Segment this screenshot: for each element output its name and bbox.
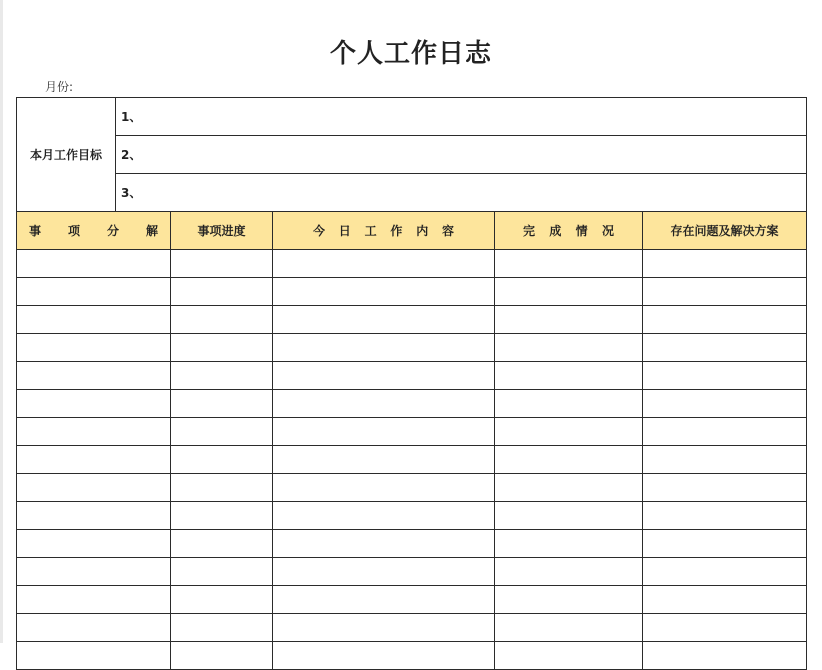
header-task-breakdown-char: 项 — [67, 224, 80, 238]
task-progress-cell[interactable] — [171, 278, 273, 306]
header-task-breakdown-char: 分 — [106, 224, 119, 238]
issues-solutions-cell[interactable] — [643, 306, 807, 334]
table-row — [17, 642, 807, 670]
today-work-cell[interactable] — [273, 642, 495, 670]
task-breakdown-cell[interactable] — [17, 502, 171, 530]
issues-solutions-cell[interactable] — [643, 446, 807, 474]
task-progress-cell[interactable] — [171, 586, 273, 614]
month-label: 月份: — [45, 80, 74, 94]
completion-cell[interactable] — [495, 614, 643, 642]
task-progress-cell[interactable] — [171, 530, 273, 558]
today-work-cell[interactable] — [273, 362, 495, 390]
completion-cell[interactable] — [495, 306, 643, 334]
today-work-cell[interactable] — [273, 334, 495, 362]
goal-item-2[interactable]: 2、 — [116, 136, 807, 174]
issues-solutions-cell[interactable] — [643, 586, 807, 614]
issues-solutions-cell[interactable] — [643, 250, 807, 278]
completion-cell[interactable] — [495, 586, 643, 614]
table-row — [17, 390, 807, 418]
task-progress-cell[interactable] — [171, 642, 273, 670]
table-row — [17, 306, 807, 334]
table-row — [17, 446, 807, 474]
header-task-breakdown — [17, 212, 171, 250]
table-row — [17, 586, 807, 614]
completion-cell[interactable] — [495, 558, 643, 586]
today-work-cell[interactable] — [273, 474, 495, 502]
task-breakdown-cell[interactable] — [17, 418, 171, 446]
issues-solutions-cell[interactable] — [643, 362, 807, 390]
task-progress-cell[interactable] — [171, 614, 273, 642]
task-progress-cell[interactable] — [171, 474, 273, 502]
issues-solutions-cell[interactable] — [643, 418, 807, 446]
completion-cell[interactable] — [495, 446, 643, 474]
issues-solutions-cell[interactable] — [643, 390, 807, 418]
task-breakdown-cell[interactable] — [17, 474, 171, 502]
table-row — [17, 278, 807, 306]
goal-item-3[interactable]: 3、 — [116, 174, 807, 212]
completion-cell[interactable] — [495, 530, 643, 558]
task-breakdown-cell[interactable] — [17, 558, 171, 586]
issues-solutions-cell[interactable] — [643, 474, 807, 502]
today-work-cell[interactable] — [273, 390, 495, 418]
task-progress-cell[interactable] — [171, 446, 273, 474]
table-row — [17, 362, 807, 390]
task-progress-cell[interactable] — [171, 334, 273, 362]
page-left-edge — [0, 0, 3, 643]
table-row — [17, 474, 807, 502]
page-title: 个人工作日志 — [329, 39, 492, 69]
table-row — [17, 418, 807, 446]
header-completion — [495, 212, 643, 250]
task-progress-cell[interactable] — [171, 362, 273, 390]
today-work-cell[interactable] — [273, 250, 495, 278]
task-breakdown-cell[interactable] — [17, 334, 171, 362]
table-row — [17, 558, 807, 586]
issues-solutions-cell[interactable] — [643, 278, 807, 306]
task-progress-cell[interactable] — [171, 502, 273, 530]
task-progress-cell[interactable] — [171, 558, 273, 586]
task-breakdown-cell[interactable] — [17, 586, 171, 614]
today-work-cell[interactable] — [273, 446, 495, 474]
goal-row-3 — [17, 174, 807, 212]
header-today-work-char: 作 — [390, 224, 403, 238]
task-breakdown-cell[interactable] — [17, 642, 171, 670]
completion-cell[interactable] — [495, 334, 643, 362]
completion-cell[interactable] — [495, 362, 643, 390]
issues-solutions-cell[interactable] — [643, 642, 807, 670]
table-row — [17, 334, 807, 362]
issues-solutions-cell[interactable] — [643, 502, 807, 530]
today-work-cell[interactable] — [273, 418, 495, 446]
header-issues-solutions: 存在问题及解决方案 — [643, 212, 807, 250]
completion-cell[interactable] — [495, 250, 643, 278]
issues-solutions-cell[interactable] — [643, 530, 807, 558]
work-log-table — [16, 97, 807, 670]
completion-cell[interactable] — [495, 418, 643, 446]
task-breakdown-cell[interactable] — [17, 390, 171, 418]
header-today-work-char: 日 — [338, 224, 351, 238]
table-row — [17, 502, 807, 530]
header-today-work-char: 工 — [364, 224, 377, 238]
goal-item-1[interactable]: 1、 — [116, 98, 807, 136]
completion-cell[interactable] — [495, 278, 643, 306]
table-header-row — [17, 212, 807, 250]
header-task-breakdown-char: 事 — [29, 224, 42, 238]
header-today-work — [273, 212, 495, 250]
task-breakdown-cell[interactable] — [17, 250, 171, 278]
task-breakdown-cell[interactable] — [17, 306, 171, 334]
completion-cell[interactable] — [495, 642, 643, 670]
header-today-work-char: 容 — [441, 224, 454, 238]
table-row — [17, 530, 807, 558]
table-row — [17, 614, 807, 642]
header-completion-char: 情 — [575, 224, 588, 238]
header-today-work-char: 内 — [416, 224, 429, 238]
task-progress-cell[interactable] — [171, 250, 273, 278]
header-completion-char: 况 — [601, 224, 614, 238]
completion-cell[interactable] — [495, 474, 643, 502]
task-breakdown-cell[interactable] — [17, 362, 171, 390]
today-work-cell[interactable] — [273, 614, 495, 642]
goal-row-2 — [17, 136, 807, 174]
header-completion-char: 完 — [523, 224, 536, 238]
today-work-cell[interactable] — [273, 558, 495, 586]
header-task-breakdown-char: 解 — [145, 224, 158, 238]
completion-cell[interactable] — [495, 502, 643, 530]
task-breakdown-cell[interactable] — [17, 278, 171, 306]
task-progress-cell[interactable] — [171, 418, 273, 446]
goal-row-1 — [17, 98, 807, 136]
table-row — [17, 250, 807, 278]
today-work-cell[interactable] — [273, 586, 495, 614]
today-work-cell[interactable] — [273, 278, 495, 306]
task-progress-cell[interactable] — [171, 306, 273, 334]
today-work-cell[interactable] — [273, 306, 495, 334]
task-breakdown-cell[interactable] — [17, 530, 171, 558]
work-log-body — [17, 98, 807, 670]
monthly-goal-label: 本月工作目标 — [17, 98, 116, 212]
header-task-progress: 事项进度 — [171, 212, 273, 250]
issues-solutions-cell[interactable] — [643, 334, 807, 362]
issues-solutions-cell[interactable] — [643, 558, 807, 586]
header-completion-char: 成 — [549, 224, 562, 238]
issues-solutions-cell[interactable] — [643, 614, 807, 642]
today-work-cell[interactable] — [273, 502, 495, 530]
task-breakdown-cell[interactable] — [17, 446, 171, 474]
completion-cell[interactable] — [495, 390, 643, 418]
header-today-work-char: 今 — [313, 224, 326, 238]
task-breakdown-cell[interactable] — [17, 614, 171, 642]
task-progress-cell[interactable] — [171, 390, 273, 418]
today-work-cell[interactable] — [273, 530, 495, 558]
